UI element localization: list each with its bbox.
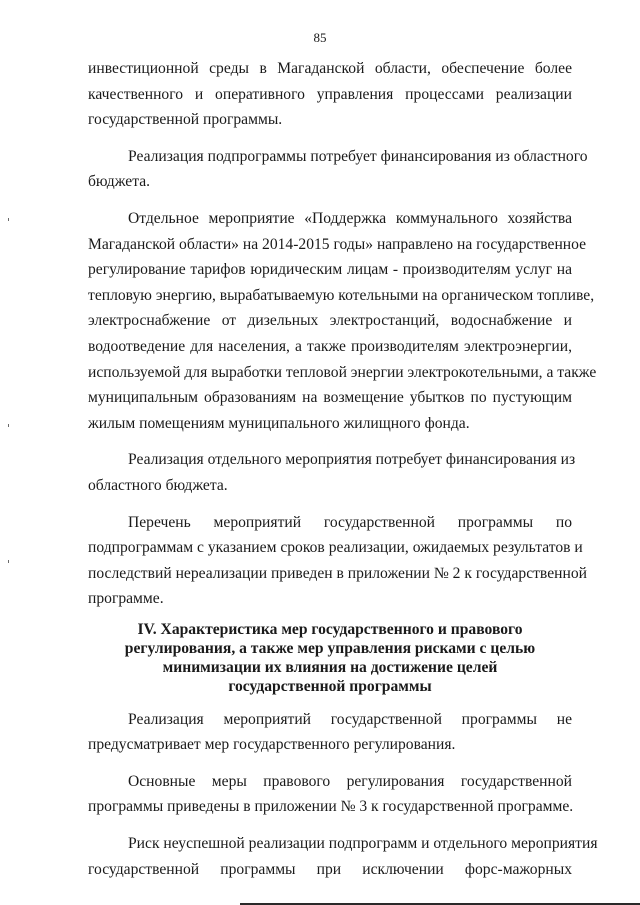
paragraph [88,447,576,498]
text-line: регулирование тарифов юридическим лицам - производителям услуг на [88,261,572,279]
paragraph [88,144,588,195]
margin-mark [8,560,9,563]
text-line: муниципальным образованиям на возмещение убытков по пустующим [88,389,572,407]
text-line: качественного и оперативного управления процессами реализации [88,85,572,103]
heading-line: минимизации их влияния на достижение целей [162,659,498,677]
text-line: Отдельное мероприятие «Поддержка коммунального хозяйства [128,209,572,227]
text-line: предусматривает мер государственного регулирования. [88,736,456,754]
page-number: 85 [313,30,327,45]
document-body [88,56,598,882]
text-line: тепловую энергию, вырабатываемую котельными на органическом топливе, [88,286,595,304]
text-line: Магаданской области» на 2014-2015 годы» направлено на государственное [88,235,587,253]
text-line: последствий нереализации приведен в приложении № 2 к государственной [88,564,587,582]
text-line: Перечень мероприятий государственной программы по [128,513,572,531]
section-heading [88,620,572,697]
paragraph [88,831,598,882]
text-line: Реализация подпрограммы потребует финансирования из областного [128,147,588,165]
margin-mark [8,424,9,427]
text-line: Риск неуспешной реализации подпрограмм и отдельного мероприятия [128,835,598,853]
text-line: водоотведение для населения, а также производителям электроэнергии, [88,337,572,355]
text-line: Реализация отдельного мероприятия потребует финансирования из [128,451,576,469]
paragraph [88,769,572,820]
text-line: программе. [88,590,164,608]
paragraph [88,707,572,758]
text-line: инвестиционной среды в Магаданской области, обеспечение более [88,60,572,77]
margin-mark [8,218,9,221]
heading-line: IV. Характеристика мер государственного и правового [137,620,523,638]
text-line: Основные меры правового регулирования государственной [128,772,572,790]
text-line: государственной программы. [88,111,283,129]
text-line: используемой для выработки тепловой энергии электрокотельными, а также [88,363,597,381]
text-line: государственной программы при исключении форс-мажорных [88,860,572,878]
text-line: жилым помещениям муниципального жилищного фонда. [88,414,470,432]
heading-line: государственной программы [228,678,432,696]
text-line: областного бюджета. [88,476,228,494]
text-line: электроснабжение от дизельных электростанций, водоснабжение и [88,312,572,330]
paragraph [88,206,597,436]
heading-line: регулирования, а также мер управления рисками с целью [124,640,536,658]
text-line: Реализация мероприятий государственной программы не [128,710,572,728]
text-line: программы приведены в приложении № 3 к государственной программе. [88,798,574,816]
paragraph [88,510,587,612]
paragraph [88,56,572,133]
text-line: подпрограммам с указанием сроков реализации, ожидаемых результатов и [88,539,583,557]
text-line: бюджета. [88,173,151,191]
